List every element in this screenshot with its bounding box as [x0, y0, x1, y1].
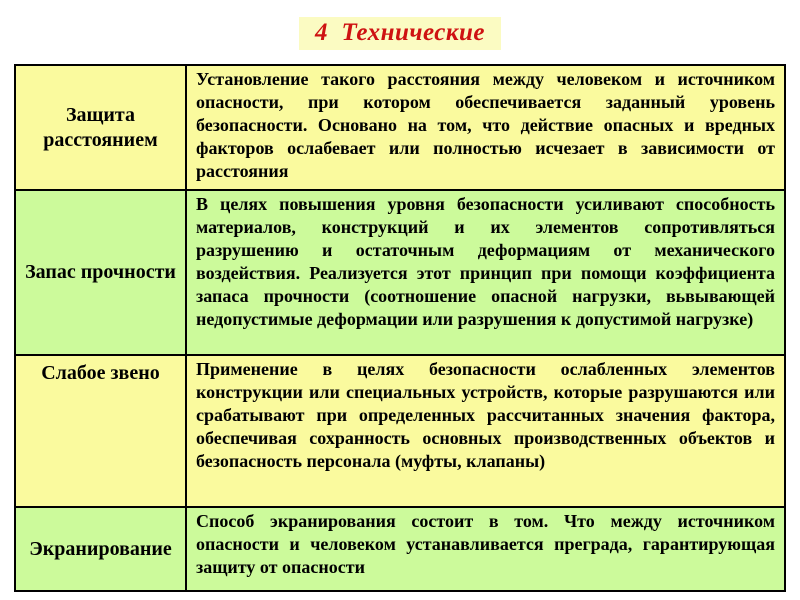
technical-principles-table — [14, 64, 786, 592]
table-row — [15, 507, 785, 591]
term-cell-shielding: Экранирование — [15, 507, 186, 591]
term-cell-protection-by-distance: Защита расстоянием — [15, 65, 186, 190]
slide-title: 4 Технические — [314, 19, 486, 46]
slide-title-box — [299, 17, 501, 50]
term-cell-weak-link: Слабое звено — [15, 355, 186, 507]
table-row — [15, 190, 785, 355]
term-cell-safety-margin: Запас прочности — [15, 190, 186, 355]
definition-cell-shielding: Способ экранирования состоит в том. Что между источником опасности и человеком устанавливается преграда, гарантирующая защиту от опасности — [186, 507, 785, 591]
definition-cell-safety-margin: В целях повышения уровня безопасности усиливают способность материалов, конструкций и их элементов сопротивляться разрушению и остаточным деформациям от механического воздействия. Реализуется этот принцип при помощи коэффициента запаса прочности (соотношение опасной нагрузки, вьвывающей недопустимые деформации или разрушения к допустимой нагрузке) — [186, 190, 785, 355]
table-row — [15, 355, 785, 507]
definition-cell-protection-by-distance: Установление такого расстояния между человеком и источником опасности, при котором обеспечивается заданный уровень безопасности. Основано на том, что действие опасных и вредных факторов ослабевает или полностью исчезает в зависимости от расстояния — [186, 65, 785, 190]
title-area — [0, 0, 800, 51]
definition-cell-weak-link: Применение в целях безопасности ослабленных элементов конструкции или специальных устройств, которые разрушаются или срабатывают при определенных рассчитанных значения фактора, обеспечивая сохранность основных производственных объектов и безопасность персонала (муфты, клапаны) — [186, 355, 785, 507]
table-row — [15, 65, 785, 190]
